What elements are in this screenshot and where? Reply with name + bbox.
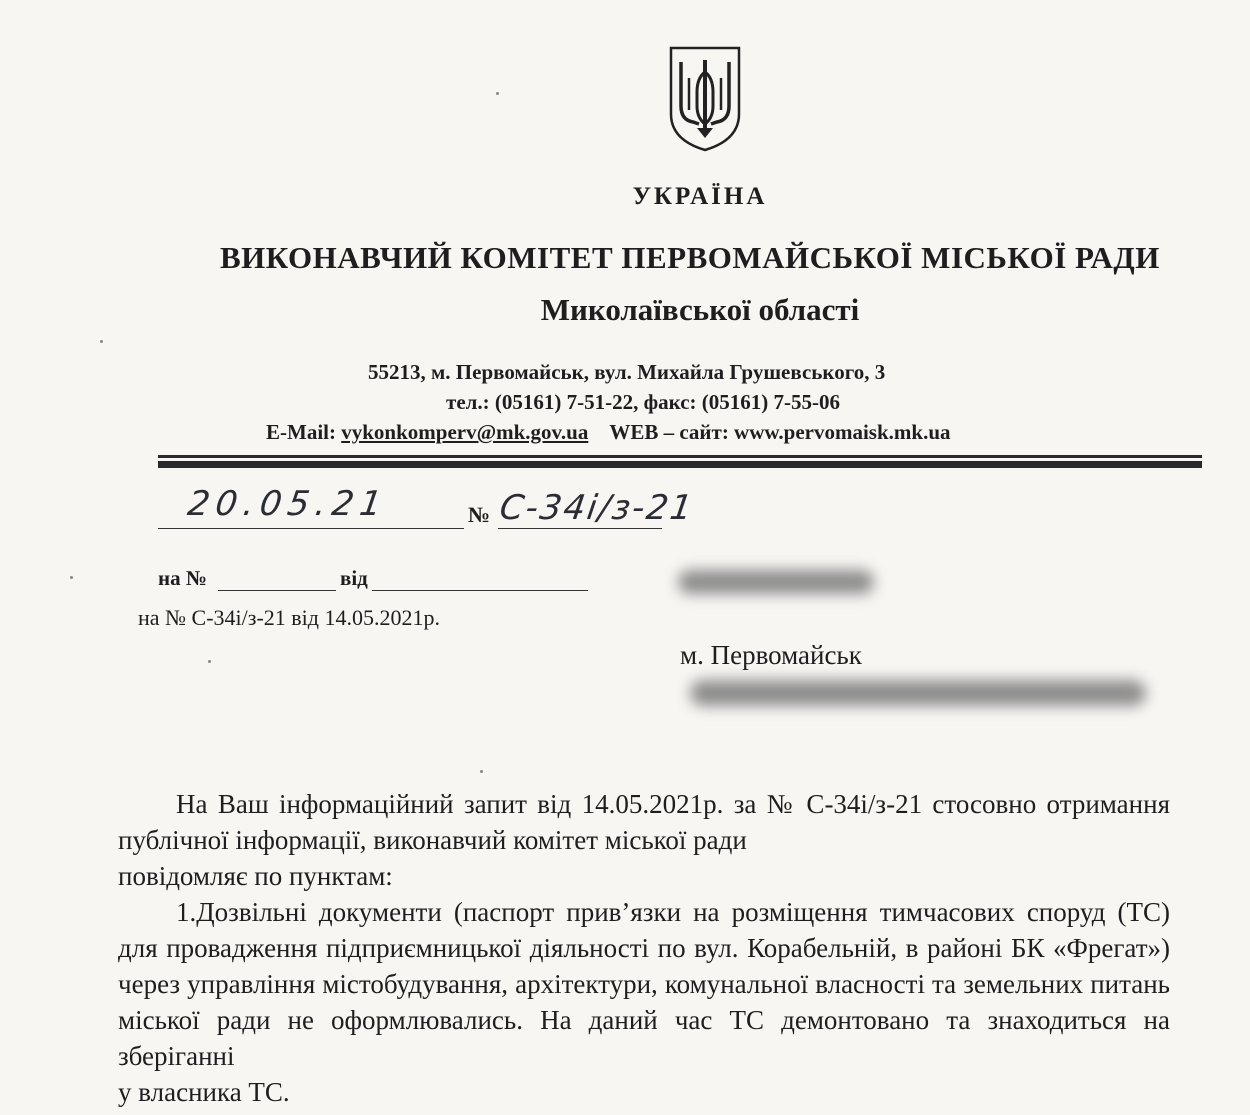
reference-from-label: від xyxy=(340,566,368,590)
scan-speck xyxy=(496,92,499,95)
recipient-city: м. Первомайськ xyxy=(680,640,862,670)
handwritten-date: 20.05.21 xyxy=(185,484,391,524)
email-label: E-Mail: xyxy=(266,420,342,444)
scan-speck xyxy=(100,340,103,343)
paragraph-1-text: На Ваш інформаційний запит від 14.05.2021р. за № С-34і/з-21 стосовно отримання публічної інформації, виконавчий комітет міської ради xyxy=(118,789,1170,855)
phone-line: тел.: (05161) 7-51-22, факс: (05161) 7-55-06 xyxy=(446,390,841,414)
number-label: № xyxy=(468,502,491,527)
header-divider-thin xyxy=(158,455,1202,458)
header-divider-thick xyxy=(158,461,1202,468)
scan-speck xyxy=(480,770,483,773)
email-link[interactable]: vykonkomperv@mk.gov.ua xyxy=(341,420,589,444)
date-underline xyxy=(158,528,464,529)
body-paragraph-1 xyxy=(118,786,1170,894)
organization-heading: ВИКОНАВЧИЙ КОМІТЕТ ПЕРВОМАЙСЬКОЇ МІСЬКОЇ РАДИ xyxy=(220,240,1160,275)
reference-number-line xyxy=(218,590,336,591)
region-heading: Миколаївської області xyxy=(540,292,860,327)
number-underline xyxy=(498,528,662,529)
country-heading: УКРАЇНА xyxy=(632,183,768,210)
reference-typed: на № С-34і/з-21 від 14.05.2021р. xyxy=(138,605,440,630)
body-paragraph-2 xyxy=(118,894,1170,1110)
contacts-line xyxy=(266,420,951,445)
scan-speck xyxy=(70,576,73,579)
redacted-recipient-address xyxy=(690,680,1146,706)
paragraph-1-last-line: повідомляє по пунктам: xyxy=(118,861,393,891)
web-link[interactable]: WEB – сайт: www.pervomaisk.mk.ua xyxy=(609,420,951,444)
paragraph-2-last-line: у власника ТС. xyxy=(118,1077,290,1107)
coat-of-arms-icon xyxy=(667,44,743,154)
address-line: 55213, м. Первомайськ, вул. Михайла Грушевського, 3 xyxy=(368,360,886,384)
reference-number-label: на № xyxy=(158,566,207,590)
scan-speck xyxy=(208,660,211,663)
redacted-recipient-name xyxy=(678,570,874,594)
reference-date-line xyxy=(372,590,588,591)
paragraph-2-text: 1.Дозвільні документи (паспорт прив’язки на розміщення тимчасових споруд (ТС) для провадження підприємницької діяльності по вул. Корабельній, в районі БК «Фрегат») через управління містобудування, архітектури, комунальної власності та земельних питань міської ради не оформлювались. На даний час ТС демонтовано та знаходиться на зберіганні xyxy=(118,897,1170,1071)
handwritten-number: С-34і/з-21 xyxy=(497,488,697,528)
